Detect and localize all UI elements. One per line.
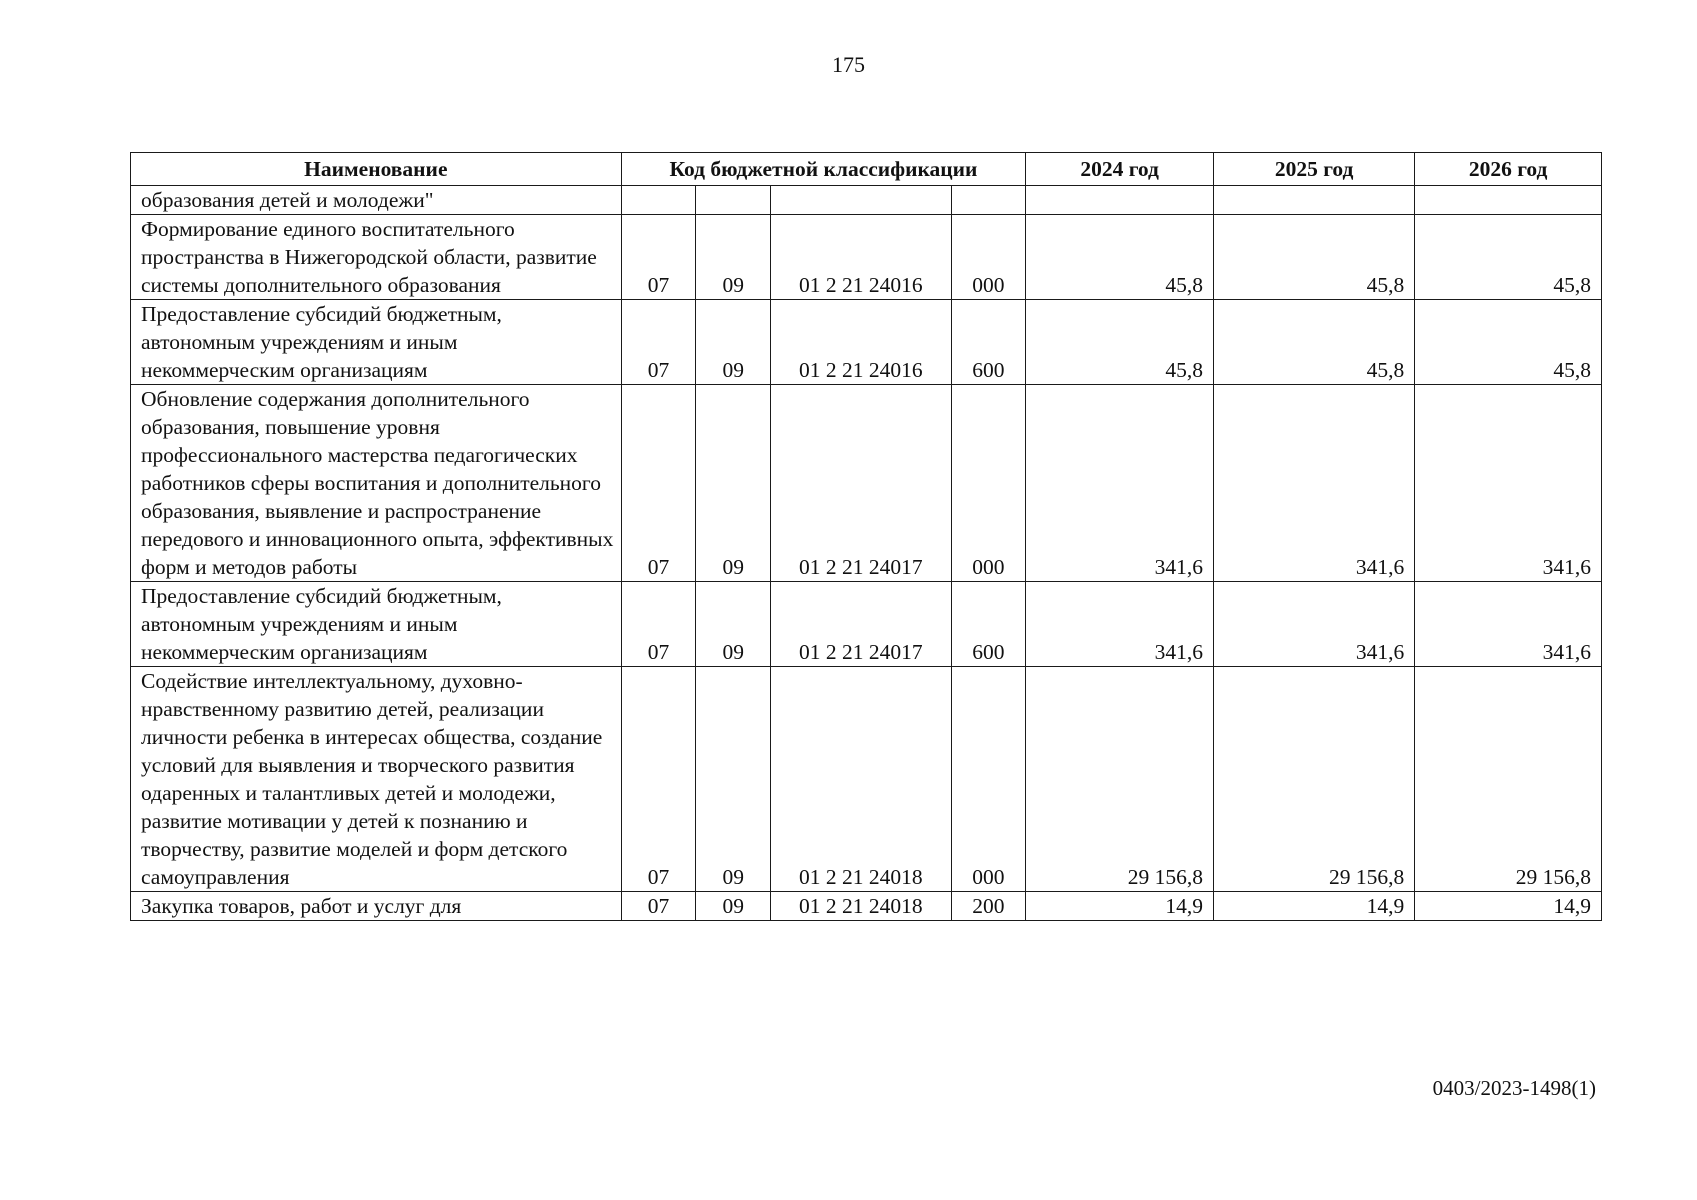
header-name: Наименование	[131, 153, 622, 186]
table-row	[131, 385, 1602, 582]
row-amount-2024: 14,9	[1026, 892, 1214, 921]
row-section: 07	[621, 892, 696, 921]
row-target-article: 01 2 21 24016	[771, 300, 952, 385]
row-section: 07	[621, 215, 696, 300]
table-row	[131, 215, 1602, 300]
row-amount-2024: 341,6	[1026, 582, 1214, 667]
row-amount-2024	[1026, 186, 1214, 215]
row-expense-type: 000	[951, 215, 1026, 300]
row-name: Содействие интеллектуальному, духовно-нравственному развитию детей, реализации личности ребенка в интересах общества, создание условий для выявления и творческого развития одаренных и талантливых детей и молодежи, развитие мотивации у детей к познанию и творчеству, развитие моделей и форм детского самоуправления	[131, 667, 622, 892]
row-section: 07	[621, 582, 696, 667]
table-row	[131, 582, 1602, 667]
row-section: 07	[621, 667, 696, 892]
row-subsection: 09	[696, 300, 771, 385]
row-name: Формирование единого воспитательного пространства в Нижегородской области, развитие системы дополнительного образования	[131, 215, 622, 300]
table-header-row	[131, 153, 1602, 186]
row-amount-2025: 45,8	[1214, 300, 1415, 385]
row-amount-2026: 45,8	[1415, 215, 1602, 300]
row-subsection: 09	[696, 385, 771, 582]
header-2024: 2024 год	[1026, 153, 1214, 186]
row-expense-type: 000	[951, 667, 1026, 892]
row-amount-2026: 29 156,8	[1415, 667, 1602, 892]
header-2026: 2026 год	[1415, 153, 1602, 186]
row-expense-type: 200	[951, 892, 1026, 921]
row-expense-type: 600	[951, 300, 1026, 385]
row-amount-2025	[1214, 186, 1415, 215]
table-row	[131, 892, 1602, 921]
header-code: Код бюджетной классификации	[621, 153, 1026, 186]
row-amount-2026: 341,6	[1415, 582, 1602, 667]
row-expense-type	[951, 186, 1026, 215]
row-amount-2026	[1415, 186, 1602, 215]
row-amount-2026: 45,8	[1415, 300, 1602, 385]
row-amount-2025: 29 156,8	[1214, 667, 1415, 892]
row-target-article: 01 2 21 24017	[771, 385, 952, 582]
row-subsection: 09	[696, 215, 771, 300]
row-amount-2024: 45,8	[1026, 215, 1214, 300]
row-name: Обновление содержания дополнительного образования, повышение уровня профессионального мастерства педагогических работников сферы воспитания и дополнительного образования, выявление и распространение передового и инновационного опыта, эффективных форм и методов работы	[131, 385, 622, 582]
table-row	[131, 300, 1602, 385]
row-target-article	[771, 186, 952, 215]
row-amount-2026: 14,9	[1415, 892, 1602, 921]
table-row	[131, 186, 1602, 215]
row-amount-2025: 14,9	[1214, 892, 1415, 921]
row-name: образования детей и молодежи"	[131, 186, 622, 215]
row-subsection: 09	[696, 667, 771, 892]
row-name: Предоставление субсидий бюджетным, автономным учреждениям и иным некоммерческим организациям	[131, 300, 622, 385]
row-amount-2025: 341,6	[1214, 385, 1415, 582]
row-subsection	[696, 186, 771, 215]
row-amount-2025: 341,6	[1214, 582, 1415, 667]
row-subsection: 09	[696, 892, 771, 921]
budget-table	[130, 152, 1602, 921]
row-expense-type: 600	[951, 582, 1026, 667]
row-name: Предоставление субсидий бюджетным, автономным учреждениям и иным некоммерческим организациям	[131, 582, 622, 667]
table-row	[131, 667, 1602, 892]
row-subsection: 09	[696, 582, 771, 667]
row-section: 07	[621, 385, 696, 582]
row-expense-type: 000	[951, 385, 1026, 582]
row-target-article: 01 2 21 24017	[771, 582, 952, 667]
row-amount-2024: 341,6	[1026, 385, 1214, 582]
page-number: 175	[832, 52, 865, 77]
row-amount-2025: 45,8	[1214, 215, 1415, 300]
header-2025: 2025 год	[1214, 153, 1415, 186]
row-amount-2024: 29 156,8	[1026, 667, 1214, 892]
row-target-article: 01 2 21 24016	[771, 215, 952, 300]
row-name: Закупка товаров, работ и услуг для	[131, 892, 622, 921]
row-target-article: 01 2 21 24018	[771, 667, 952, 892]
row-section: 07	[621, 300, 696, 385]
document-id: 0403/2023-1498(1)	[1432, 1076, 1596, 1100]
row-amount-2024: 45,8	[1026, 300, 1214, 385]
row-section	[621, 186, 696, 215]
row-target-article: 01 2 21 24018	[771, 892, 952, 921]
row-amount-2026: 341,6	[1415, 385, 1602, 582]
